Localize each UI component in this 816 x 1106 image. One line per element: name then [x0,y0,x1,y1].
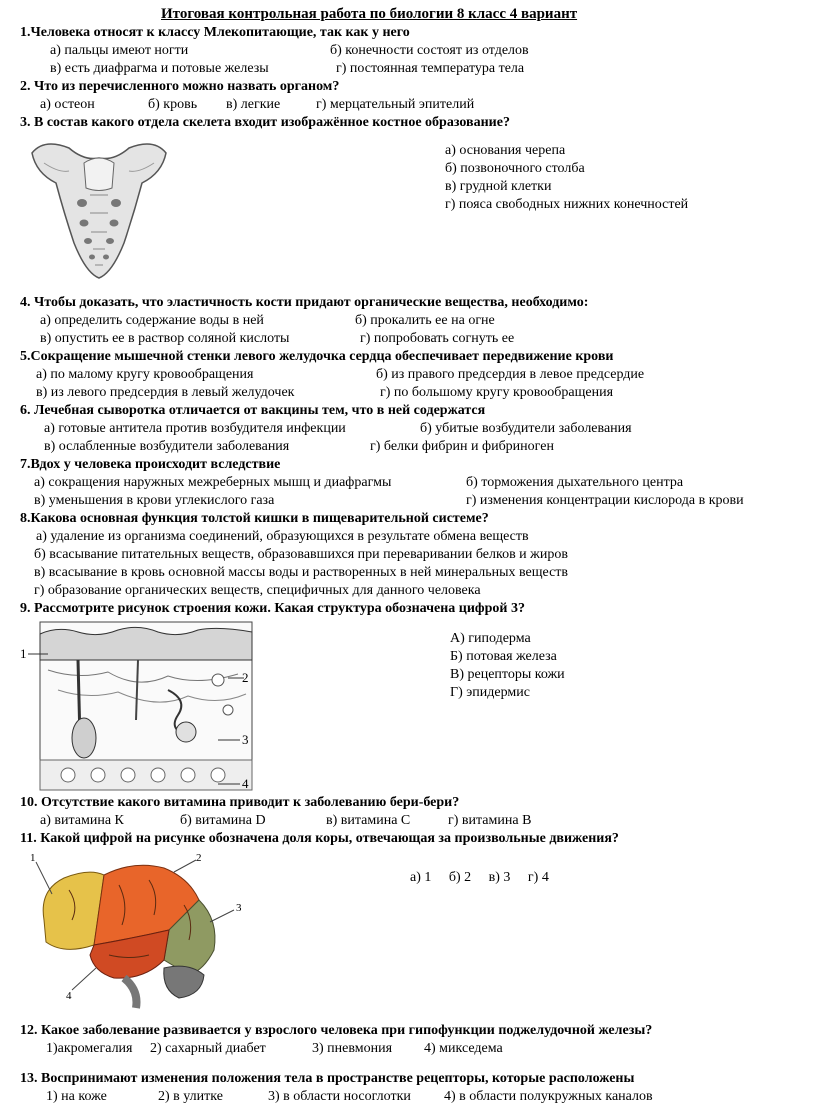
q2-option-d: г) мерцательный эпителий [316,97,475,112]
brain-label-3: 3 [236,902,242,914]
q9-option-c: В) рецепторы кожи [450,667,565,682]
q11-options: а) 1 б) 2 в) 3 г) 4 [410,870,549,885]
skin-label-4: 4 [242,776,249,791]
q4-option-d: г) попробовать согнуть ее [360,331,515,346]
question-1: 1.Человека относят к классу Млекопитающие, так как у него [20,25,410,40]
skin-structure-image [18,620,258,792]
skin-label-2: 2 [242,670,249,685]
q8-option-a: а) удаление из организма соединений, образующихся в результате обмена веществ [36,529,529,544]
q7-option-c: в) уменьшения в крови углекислого газа [34,493,275,508]
q7-option-a: а) сокращения наружных межреберных мышц и диафрагмы [34,475,392,490]
q10-option-b: б) витамина D [180,813,266,828]
q4-option-b: б) прокалить ее на огне [355,313,495,328]
q7-option-b: б) торможения дыхательного центра [466,475,684,490]
skin-label-3: 3 [242,732,249,747]
q3-option-b: б) позвоночного столба [445,161,585,176]
q12-option-c: 3) пневмония [312,1041,393,1056]
q12-option-a: 1)акромегалия [46,1041,133,1056]
question-10: 10. Отсутствие какого витамина приводит к заболеванию бери-бери? [20,795,460,810]
q2-option-c: в) легкие [226,97,281,112]
question-6: 6. Лечебная сыворотка отличается от вакцины тем, что в ней содержатся [20,403,486,418]
q9-option-b: Б) потовая железа [450,649,557,664]
q10-option-a: а) витамина К [40,813,124,828]
brain-image [24,850,254,1010]
q8-option-b: б) всасывание питательных веществ, образовавшихся при переваривании белков и жиров [34,547,568,562]
brain-label-4: 4 [66,990,72,1002]
q8-option-d: г) образование органических веществ, специфичных для данного человека [34,583,481,598]
q13-option-b: 2) в улитке [158,1089,223,1104]
q9-option-a: А) гиподерма [450,631,531,646]
question-2: 2. Что из перечисленного можно назвать органом? [20,79,340,94]
page-title: Итоговая контрольная работа по биологии 8 класс 4 вариант [161,6,578,22]
q5-option-c: в) из левого предсердия в левый желудочек [36,385,295,400]
question-4: 4. Чтобы доказать, что эластичность кости придают органические вещества, необходимо: [20,295,589,310]
q1-option-a: а) пальцы имеют ногти [50,43,189,58]
q6-option-c: в) ослабленные возбудители заболевания [44,439,290,454]
q12-option-d: 4) микседема [424,1041,503,1056]
q2-option-b: б) кровь [148,97,198,112]
q5-option-a: а) по малому кругу кровообращения [36,367,254,382]
q10-option-d: г) витамина В [448,813,532,828]
q12-option-b: 2) сахарный диабет [150,1041,266,1056]
q6-option-a: а) готовые антитела против возбудителя инфекции [44,421,346,436]
q3-option-c: в) грудной клетки [445,179,552,194]
q9-option-d: Г) эпидермис [450,685,530,700]
brain-label-2: 2 [196,852,202,864]
q4-option-a: а) определить содержание воды в ней [40,313,264,328]
q3-option-d: г) пояса свободных нижних конечностей [445,197,689,212]
q13-option-a: 1) на коже [46,1089,107,1104]
q4-option-c: в) опустить ее в раствор соляной кислоты [40,331,290,346]
q10-option-c: в) витамина С [326,813,411,828]
q7-option-d: г) изменения концентрации кислорода в крови [466,493,744,508]
question-3: 3. В состав какого отдела скелета входит изображённое костное образование? [20,115,510,130]
question-13: 13. Воспринимают изменения положения тела в пространстве рецепторы, которые расположены [20,1071,635,1086]
question-7: 7.Вдох у человека происходит вследствие [20,457,281,472]
q1-option-c: в) есть диафрагма и потовые железы [50,61,269,76]
question-11: 11. Какой цифрой на рисунке обозначена доля коры, отвечающая за произвольные движения? [20,831,619,846]
question-5: 5.Сокращение мышечной стенки левого желудочка сердца обеспечивает передвижение крови [20,349,614,364]
question-12: 12. Какое заболевание развивается у взрослого человека при гипофункции поджелудочной железы? [20,1023,653,1038]
q13-option-d: 4) в области полукружных каналов [444,1089,653,1104]
q13-option-c: 3) в области носоглотки [268,1089,411,1104]
q6-option-b: б) убитые возбудители заболевания [420,421,632,436]
question-8: 8.Какова основная функция толстой кишки в пищеварительной системе? [20,511,489,526]
skin-label-1: 1 [20,646,27,661]
brain-label-1: 1 [30,852,36,864]
q8-option-c: в) всасывание в кровь основной массы воды и растворенных в ней минеральных веществ [34,565,569,580]
q1-option-d: г) постоянная температура тела [336,61,525,76]
q2-option-a: а) остеон [40,97,95,112]
question-9: 9. Рассмотрите рисунок строения кожи. Какая структура обозначена цифрой 3? [20,601,525,616]
q5-option-b: б) из правого предсердия в левое предсердие [376,367,645,382]
q6-option-d: г) белки фибрин и фибриноген [370,439,554,454]
q3-option-a: а) основания черепа [445,143,566,158]
q5-option-d: г) по большому кругу кровообращения [380,385,614,400]
q1-option-b: б) конечности состоят из отделов [330,43,529,58]
sacrum-image [24,133,174,283]
